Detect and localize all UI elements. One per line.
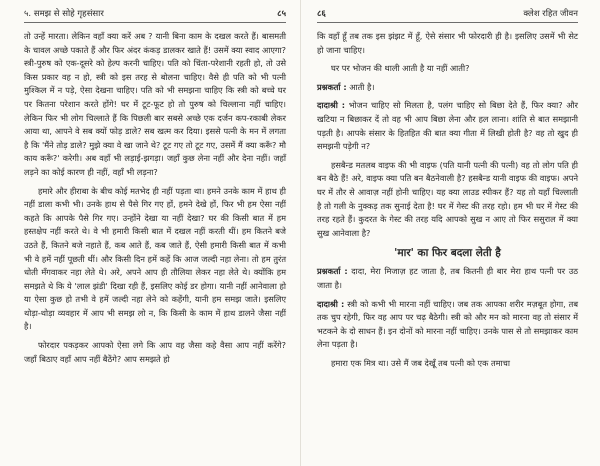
dialogue-text: आती है। [349, 81, 375, 92]
dialogue-text: भोजन चाहिए सो मिलता है, पलंग चाहिए सो बिछा देते हैं, फिर क्या? और खटिया न बिछाकर दें तो वह भी आप बिछा लेना और हल लाना। शांति से बात समझानी पड़ती है। आपके संसार के हितहित की बात क्या गीता में लिखी होती है? वह तो खुद ही समझनी पड़ेगी न? [317, 100, 579, 152]
body-paragraph: घर पर भोजन की थाली आती है या नहीं आती? [331, 63, 470, 74]
dialogue-question [317, 265, 578, 292]
body-paragraph: हमारा एक मित्र था। उसे मैं जब देखूँ तब पत्नी को एक तमाचा [331, 357, 510, 368]
body-paragraph: फोरदार पकड़कर आपको ऐसा लगे कि आप वह जैसा कहे वैसा आप नहीं करेंगे? जहाँ बिठाए वहाँ आप नहीं बैठेंगे? आप समझते हो [24, 340, 286, 364]
right-page [300, 0, 600, 466]
body-paragraph: हसबैन्ड मतलब वाइफ की भी वाइफ (पति यानी पत्नी की पत्नी) वह तो लोग पति ही बन बैठे हैं! अरे, वाइफ क्या पति बन बैठनेवाली है? हसबैन्ड यानी वाइफ की वाइफ। अपने घर में तौर से आवाज़ नहीं होनी चाहिए। यह क्या लाउड स्पीकर हैं? यह तो यहाँ चिल्लाती है तो गली के नुक्कड़ तक सुनाई देता है! घर में गेस्ट की तरह रहो। हम भी घर में गेस्ट की तरह रहते हैं। कुदरत के गेस्ट की तरह यदि आपको सुख न आए तो फिर ससुराल में क्या सुख आनेवाला है? [317, 159, 578, 238]
book-title: क्लेश रहित जीवन [523, 9, 578, 19]
section-heading: 'मार' का फिर बदला लेती है [394, 247, 501, 260]
speaker-label: प्रश्नकर्ता : [317, 266, 348, 277]
chapter-title: ५. समझ से सोहे गृहसंसार [24, 9, 104, 19]
body-paragraph: कि वहाँ हूँ तब तक इस झंझट में हूँ, ऐसे संसार भी फोरदारी ही है। इसलिए उसमें भी सेट हो जाना चाहिए। [317, 31, 578, 55]
dialogue-text: दादा, मेरा मिजाज़ हट जाता है, तब कितनी ही बार मेरा हाथ पत्नी पर उठ जाता है। [317, 266, 578, 290]
speaker-label: दादाश्री : [317, 298, 345, 309]
page-header-right [317, 6, 578, 23]
dialogue-text: स्त्री को कभी भी मारना नहीं चाहिए। जब तक आपका शरीर मज़बूत होगा, तब तक चुप रहेगी, फिर वह आप पर चढ़ बैठेगी। स्त्री को और मन को मारना वह तो संसार में भटकने के दो साधन हैं। इन दोनों को मारना नहीं चाहिए। उनके पास से तो समझाकर काम लेना पड़ता है। [317, 298, 579, 350]
dialogue-question [317, 81, 578, 95]
speaker-label: प्रश्नकर्ता : [317, 81, 347, 92]
page-header-left [24, 6, 286, 23]
body-paragraph: हमारे और हीराबा के बीच कोई मतभेद ही नहीं पड़ता था। हमने उनके काम में हाथ ही नहीं डाला कभी भी। उनके हाथ से पैसे गिर गए हों, हमने देखे हों, फिर भी हम ऐसा नहीं कहते कि आपके पैसे गिर गए। उन्होंने देखा या नहीं देखा? घर की किसी बात में हम हस्तक्षेप नहीं करते थे। वे भी हमारी किसी बात में दखल नहीं करती थीं। हम कितने बजे उठते हैं, कितने बजे नहाते हैं, कब आते हैं, कब जाते हैं, ऐसी हमारी किसी बात में कभी भी वे हमें नहीं पूछती थीं। और किसी दिन हमें कहें कि आज जल्दी नहा लेना। तो हम तुरंत धोती मँगवाकर नहा लेते थे। अरे, अपने आप ही तौलिया लेकर नहा लेते थे। क्योंकि हम समझते थे कि ये 'लाल झंडी' दिखा रही हैं, इसलिए कोई डर होगा। यानी नहीं आनेवाला हो या ऐसा कुछ हो तभी वे हमें जल्दी नहा लेने को कहेंगी, यानी हम समझ जाते। इसलिए थोड़ा-थोड़ा व्यवहार में आप भी समझ लो न, कि किसी के काम में हाथ डालने जैसा नहीं है। [24, 185, 286, 332]
page-number-right: ८६ [317, 9, 326, 19]
page-number-left: ८५ [277, 9, 286, 19]
dialogue-answer [317, 298, 578, 352]
body-paragraph: तो उन्हें मारता। लेकिन वहाँ क्या करें अब ? यानी बिना काम के दखल करते हैं। बासमती के चावल अच्छे पकाते हैं और फिर अंदर कंकड़ डालकर खाते हैं! उसमें क्या स्वाद आएगा? स्त्री-पुरुष को एक-दूसरे को हेल्प करनी चाहिए। पति को चिंता-परेशानी रहती हो, तो उसे किस प्रकार वह न हो, स्त्री को इस तरह से बोलना चाहिए। वैसे ही पति को भी पत्नी मुश्किल में न पड़े, ऐसा देखना चाहिए। पति को भी समझना चाहिए कि स्त्री को बच्चे घर पर कितना परेशान करते होंगे! घर में टूट-फूट हो तो पुरुष को चिल्लाना नहीं चाहिए। लेकिन फिर भी लोग चिल्लाते हैं कि पिछली बार सबसे अच्छे एक दर्जन कप-रकाबी लेकर आया था, आपने वे सब क्यों फोड़ डाले? सब खत्म कर दिया। इससे पत्नी के मन में लगता है कि 'मैंने तोड़ डाले? मुझे क्या वे खा जाने थे? टूट गए तो टूट गए, उसमें मैं क्या करूँ? मौ काय करूँ?' करेगी। अब वहाँ भी लड़ाई-झगड़ा। जहाँ कुछ लेना नहीं और देना नहीं। जहाँ लड़ने का कोई कारण ही नहीं, वहाँ भी लड़ना? [24, 31, 286, 177]
speaker-label: दादाश्री : [317, 100, 346, 111]
dialogue-answer [317, 99, 578, 153]
